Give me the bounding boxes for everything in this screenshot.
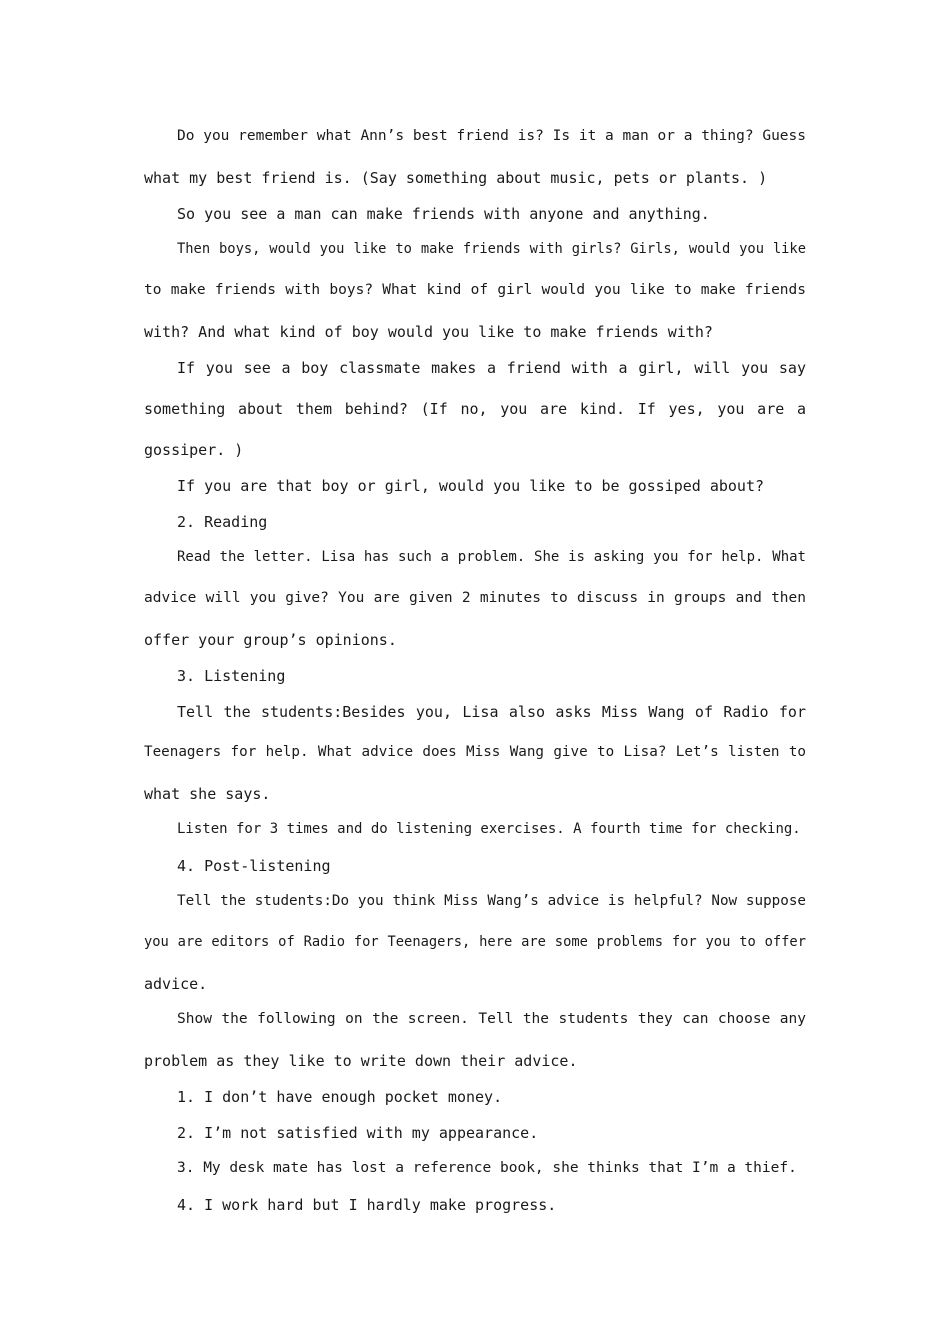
list-item: 2. I’m not satisfied with my appearance. <box>177 1124 539 1142</box>
text-line: Read the letter. Lisa has such a problem. She is asking you for help. What <box>177 549 806 565</box>
text-line: problem as they like to write down their advice. <box>144 1052 578 1070</box>
text-line: So you see a man can make friends with anyone and anything. <box>177 205 710 223</box>
list-item: 4. I work hard but I hardly make progress. <box>177 1196 557 1214</box>
text-line: Then boys, would you like to make friends with girls? Girls, would you like <box>177 241 806 257</box>
text-line: what my best friend is. (Say something about music, pets or plants. ) <box>144 169 768 187</box>
text-line: Listen for 3 times and do listening exercises. A fourth time for checking. <box>177 821 801 837</box>
text-line: gossiper. ) <box>144 441 244 459</box>
section-heading: 3. Listening <box>177 667 286 685</box>
text-line: what she says. <box>144 785 271 803</box>
text-line: with? And what kind of boy would you like to make friends with? <box>144 323 713 341</box>
text-line: Teenagers for help. What advice does Miss Wang give to Lisa? Let’s listen to <box>144 744 806 760</box>
text-line: advice will you give? You are given 2 minutes to discuss in groups and then <box>144 590 806 606</box>
text-line: advice. <box>144 975 208 993</box>
section-heading: 2. Reading <box>177 513 268 531</box>
text-line: Show the following on the screen. Tell the students they can choose any <box>177 1011 806 1027</box>
text-line: Tell the students:Do you think Miss Wang’s advice is helpful? Now suppose <box>177 893 806 909</box>
section-heading: 4. Post-listening <box>177 857 331 875</box>
text-line: offer your group’s opinions. <box>144 631 397 649</box>
text-line: Tell the students:Besides you, Lisa also asks Miss Wang of Radio for <box>177 703 806 721</box>
list-item: 1. I don’t have enough pocket money. <box>177 1088 503 1106</box>
text-line: If you see a boy classmate makes a friend with a girl, will you say <box>177 359 806 377</box>
text-line: If you are that boy or girl, would you like to be gossiped about? <box>177 477 764 495</box>
text-line: something about them behind? (If no, you are kind. If yes, you are a <box>144 400 806 418</box>
text-line: to make friends with boys? What kind of girl would you like to make friends <box>144 282 806 298</box>
text-line: you are editors of Radio for Teenagers, here are some problems for you to offer <box>144 934 806 950</box>
text-line: Do you remember what Ann’s best friend is? Is it a man or a thing? Guess <box>177 128 806 144</box>
list-item: 3. My desk mate has lost a reference book, she thinks that I’m a thief. <box>177 1160 797 1176</box>
